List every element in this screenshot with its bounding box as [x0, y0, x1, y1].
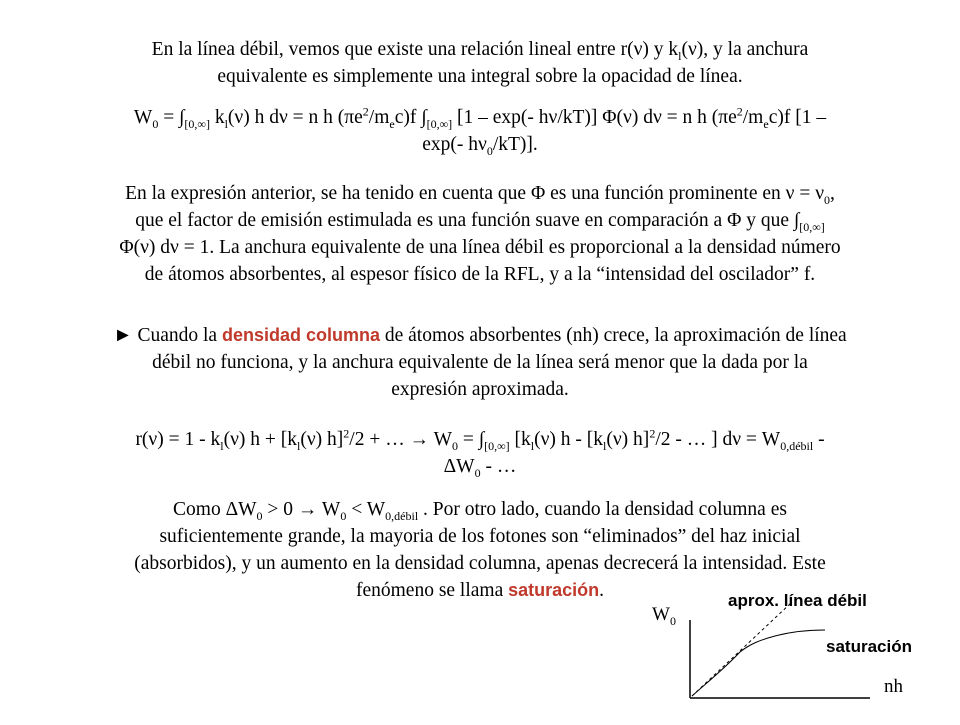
superscript: 2	[343, 426, 350, 441]
eq-part: /2 + … → W	[349, 429, 452, 450]
saturation-curve	[692, 630, 825, 696]
text: En la expresión anterior, se ha tenido en cuenta que Φ es una función prominente en ν = ν	[125, 183, 825, 204]
eq-part: -	[813, 429, 825, 450]
eq-part: r(ν) = 1 - k	[135, 429, 221, 450]
subscript: l	[530, 438, 535, 453]
subscript: l	[297, 438, 301, 453]
eq-part: /m	[368, 107, 390, 128]
weak-line-label: aprox. línea débil	[728, 591, 867, 610]
column-density-paragraph	[40, 322, 920, 403]
eq-part: (ν) h + [k	[223, 429, 297, 450]
eq-part: /2 - … ] dν = W	[655, 429, 781, 450]
eq-part: ΔW	[443, 456, 475, 477]
subscript: 0	[340, 508, 347, 523]
text: .	[599, 580, 605, 601]
eq-part: [1 – exp(- hν/kT)] Φ(ν) dν = n h (πe	[452, 107, 737, 128]
integral-limits: [0,∞]	[484, 438, 510, 453]
text: de átomos absorbentes (nh) crece, la aproximación de línea	[379, 325, 847, 346]
highlight-saturation: saturación	[508, 580, 600, 600]
superscript: 2	[649, 426, 656, 441]
integral-limits: [0,∞]	[799, 219, 825, 234]
eq-part: exp(- hν	[422, 134, 487, 155]
x-axis-label: nh	[884, 676, 903, 697]
eq-part: - …	[480, 456, 517, 477]
highlight-column-density: densidad columna	[221, 325, 380, 345]
eq-part: W	[133, 107, 153, 128]
subscript: l	[603, 438, 607, 453]
eq-part: = ∫	[158, 107, 185, 128]
subscript: 0	[669, 613, 676, 628]
eq-part: [k	[509, 429, 531, 450]
integral-limits: [0,∞]	[426, 116, 453, 131]
eq-part: = ∫	[458, 429, 485, 450]
text: fenómeno se llama	[355, 580, 509, 601]
text: En la línea débil, vemos que existe una relación lineal entre r(ν) y k	[151, 39, 679, 60]
weak-line-intro	[40, 36, 920, 90]
subscript: 0	[474, 465, 481, 480]
eq-part: (ν) h]	[300, 429, 344, 450]
subscript: 0	[256, 508, 263, 523]
eq-part: (ν) h - [k	[534, 429, 604, 450]
subscript: 0	[486, 143, 493, 158]
expression-explanation	[40, 180, 920, 288]
y-axis-label	[652, 604, 676, 626]
text: Φ(ν) dν = 1. La anchura equivalente de una línea débil es proporcional a la densidad número	[119, 237, 841, 258]
eq-part: k	[209, 107, 225, 128]
text: (ν), y la anchura	[681, 39, 809, 60]
eq-part: /kT)].	[492, 134, 538, 155]
subscript: 0	[824, 192, 831, 207]
curve-of-growth-sketch	[640, 580, 950, 720]
equivalent-width-equation	[40, 104, 920, 158]
text: > 0 → W	[262, 499, 341, 520]
text: suficientemente grande, la mayoria de los fotones son “eliminados” del haz inicial	[159, 526, 801, 547]
subscript: 0	[452, 438, 458, 453]
text: de átomos absorbentes, al espesor físico de la RFL, y a la “intensidad del oscilador” f.	[144, 264, 816, 285]
text: débil no funciona, y la anchura equivalente de la línea será menor que la dada por la	[152, 352, 808, 373]
subscript: e	[763, 116, 769, 131]
text: ► Cuando la	[113, 325, 222, 346]
y-axis-label-text: W	[652, 604, 670, 625]
subscript: 0,débil	[385, 508, 419, 523]
text: expresión aproximada.	[391, 379, 569, 400]
superscript: 2	[736, 104, 743, 119]
subscript: l	[224, 116, 228, 131]
subscript: 0	[152, 116, 159, 131]
text: . Por otro lado, cuando la densidad columna es	[418, 499, 787, 520]
subscript: l	[220, 438, 224, 453]
text: que el factor de emisión estimulada es una función suave en comparación a Φ y que ∫	[135, 210, 800, 231]
text: ,	[830, 183, 835, 204]
integral-limits: [0,∞]	[184, 116, 210, 131]
text: < W	[346, 499, 386, 520]
text: equivalente es simplemente una integral sobre la opacidad de línea.	[217, 66, 743, 87]
eq-part: (ν) h]	[606, 429, 650, 450]
text: Como ΔW	[173, 499, 257, 520]
eq-part: c)f [1 –	[768, 107, 827, 128]
subscript: l	[678, 48, 682, 63]
eq-part: /m	[742, 107, 764, 128]
weak-line-approx-dashed	[692, 602, 792, 696]
text: (absorbidos), y un aumento en la densidad columna, apenas decrecerá la intensidad. Este	[134, 553, 826, 574]
eq-part: (ν) h dν = n h (πe	[227, 107, 363, 128]
subscript: e	[389, 116, 395, 131]
eq-part: c)f ∫	[394, 107, 427, 128]
subscript: 0,débil	[780, 438, 814, 453]
expansion-equation	[40, 426, 920, 480]
saturation-label: saturación	[826, 637, 912, 656]
superscript: 2	[362, 104, 369, 119]
